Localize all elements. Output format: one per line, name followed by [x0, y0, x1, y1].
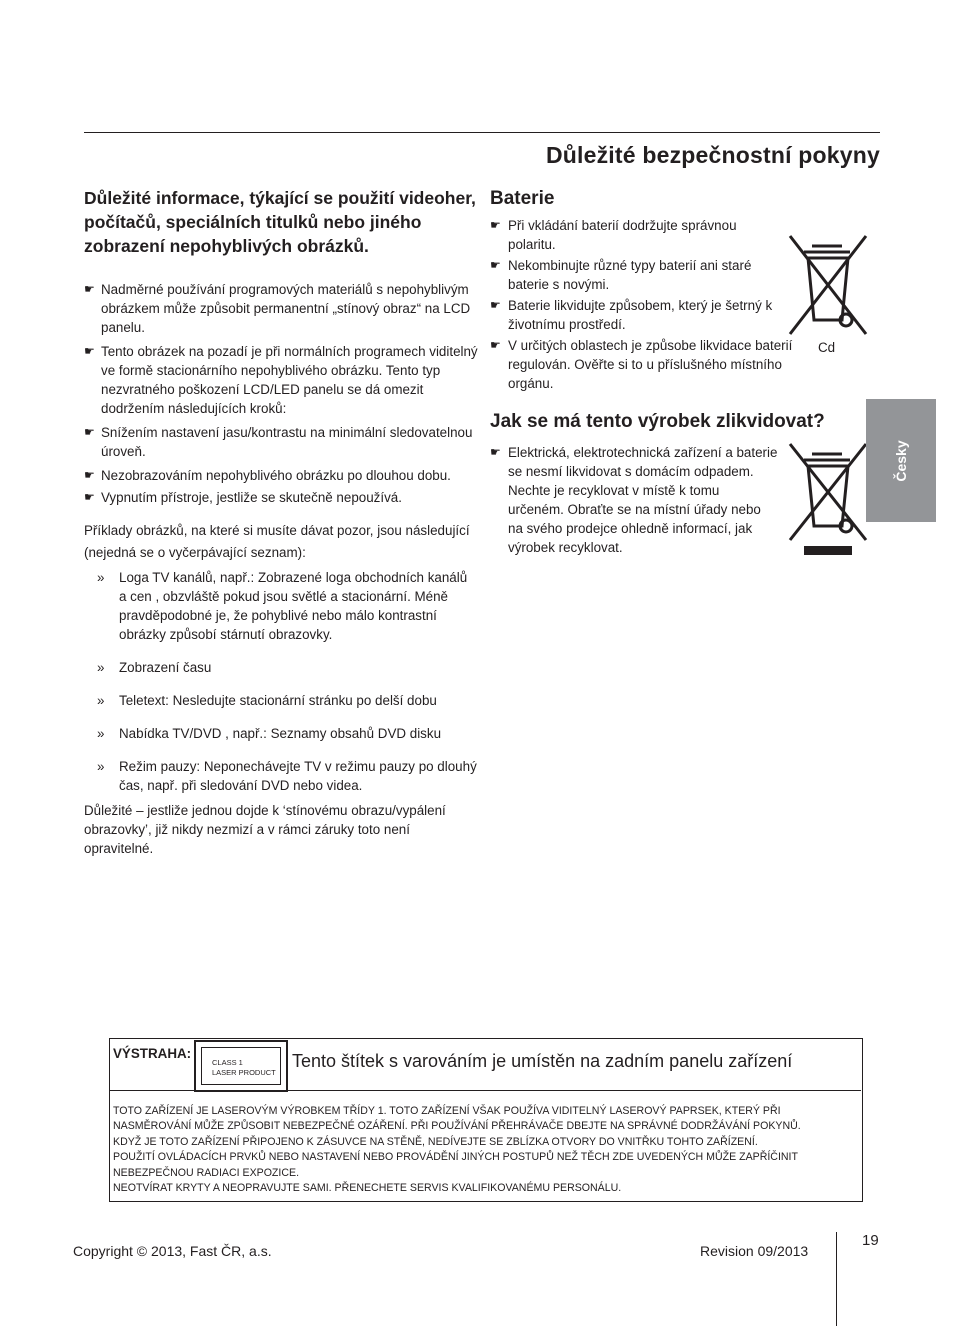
page-number: 19	[862, 1232, 879, 1249]
header-rule	[84, 132, 880, 133]
pointing-hand-icon: ☛	[84, 344, 95, 358]
list-item: ☛ Baterie likvidujte způsobem, který je šetrný k životnímu prostředí.	[490, 298, 773, 332]
pointing-hand-icon: ☛	[490, 338, 501, 352]
list-item: » Teletext: Nesledujte stacionární stránku po delší dobu	[97, 693, 437, 708]
closing-note: Důležité – jestliže jednou dojde k ‘stínovému obrazu/vypálení obrazovky’, již nikdy nezmizí a v rámci záruky toto není opravitelné.	[84, 803, 446, 856]
list-item: ☛ Snížením nastavení jasu/kontrastu na minimální sledovatelnou úroveň.	[84, 425, 473, 459]
warning-text: TOTO ZAŘÍZENÍ JE LASEROVÝM VÝROBKEM TŘÍDY 1. TOTO ZAŘÍZENÍ VŠAK POUŽÍVA VIDITELNÝ LASEROVÝ PAPRSEK, KTERÝ PŘI NASMĚROVÁNÍ MŮŽE ZPŮSOBIT NEBEZPEČNÉ OZÁŘENÍ. PŘI POUŽÍVÁNÍ PŘEHRÁVAČE DBEJTE NA SPRÁVNÉ DODRŽÁVÁNÍ POKYNŮ. KDYŽ JE TOTO ZAŘÍZENÍ PŘIPOJENO K ZÁSUVCE NA STĚNĚ, NEDÍVEJTE SE ZBLÍZKA OTVORY DO VNITŘKU TOHTO ZAŘÍZENÍ. POUŽITÍ OVLÁDACÍCH PRVKŮ NEBO NASTAVENÍ NEBO PROVÁDĚNÍ JINÝCH POSTUPŮ NEŽ TĚCH ZDE UVEDENÝCH MŮŽE ZAPŘÍČINIT NEBEZPEČNOU RADIACI EXPOZICE. NEOTVÍRAT KRYTY A NEOPRAVUJTE SAMI. PŘENECHETE SERVIS KVALIFIKOVANÉMU PERSONÁLU.	[113, 1105, 801, 1195]
revision: Revision 09/2013	[700, 1243, 809, 1259]
list-item: ☛ Při vkládání baterií dodržujte správnou polaritu.	[490, 218, 737, 252]
class1-laser-label: CLASS 1 LASER PRODUCT	[194, 1040, 288, 1092]
left-column	[84, 186, 478, 858]
list-item: » Zobrazení času	[97, 660, 212, 675]
list-item: ☛ Nezobrazováním nepohyblivého obrázku po dlouhou dobu.	[84, 468, 451, 483]
pointing-hand-icon: ☛	[84, 490, 95, 504]
pointing-hand-icon: ☛	[490, 258, 501, 272]
cadmium-label: Cd	[818, 340, 836, 355]
list-item: » Režim pauzy: Neponechávejte TV v režimu pauzy po dlouhý čas, např. při sledování DVD nebo videa.	[97, 759, 477, 793]
pointing-hand-icon: ☛	[84, 468, 95, 482]
pointing-hand-icon: ☛	[84, 425, 95, 439]
list-item: ☛ Nadměrné používání programových materiálů s nepohyblivým obrázkem může způsobit permanentní „stínový obraz“ na LCD panelu.	[84, 282, 471, 335]
warning-heading: Tento štítek s varováním je umístěn na zadním panelu zařízení	[292, 1051, 793, 1071]
list-item: ☛ V určitých oblastech je způsobe likvidace baterií regulován. Ověřte si to u příslušného místního orgánu.	[490, 338, 793, 391]
pointing-hand-icon: ☛	[490, 445, 501, 459]
pointing-hand-icon: ☛	[84, 282, 95, 296]
list-item: ☛ Elektrická, elektrotechnická zařízení a baterie se nesmí likvidovat s domácím odpadem. Nechte je recyklovat v místě k tomu určeném. Obraťte se na místní úřady nebo na svého prodejce ohledně informací, jak výrobek recyklovat.	[490, 445, 778, 555]
section-title-disposal: Jak se má tento výrobek zlikvidovat?	[490, 411, 825, 432]
copyright: Copyright © 2013, Fast ČR, a.s.	[73, 1243, 272, 1259]
pointing-hand-icon: ☛	[490, 298, 501, 312]
footer-divider	[836, 1232, 837, 1326]
language-tab: Česky	[866, 399, 936, 522]
list-item: ☛ Tento obrázek na pozadí je při normálních programech viditelný ve formě stacionárního nepohyblivého obrázku. Tento typ nezvratného poškození LCD/LED panelu se dá omezit dodržením následujících kroků:	[84, 344, 478, 416]
examples-intro: Příklady obrázků, na které si musíte dávat pozor, jsou následující (nejedná se o vyčerpávající seznam):	[84, 523, 470, 560]
list-item: » Loga TV kanálů, např.: Zobrazené loga obchodních kanálů a cen , obzvláště pokud jsou světlé a stacionární. Méně pravděpodobné je, že pohyblivé nebo málo kontrastní obrázky způsobí stárnutí obrazovky.	[97, 570, 468, 642]
page-title: Důležité bezpečnostní pokyny	[545, 142, 880, 168]
crossed-out-wheelie-bin-icon	[784, 232, 872, 342]
section-title-still-images: Důležité informace, týkající se použití videoher, počítačů, speciálních titulků nebo jiného zobrazení nepohyblivých obrázků.	[84, 188, 476, 256]
list-item: ☛ Nekombinujte různé typy baterií ani staré baterie s novými.	[490, 258, 752, 292]
list-item: ☛ Vypnutím přístroje, jestliže se skutečně nepoužívá.	[84, 490, 402, 505]
list-item: » Nabídka TV/DVD , např.: Seznamy obsahů DVD disku	[97, 726, 442, 741]
warning-title: VÝSTRAHA:	[113, 1046, 192, 1061]
crossed-out-wheelie-bin-icon	[784, 442, 872, 560]
section-title-battery: Baterie	[490, 188, 555, 209]
pointing-hand-icon: ☛	[490, 218, 501, 232]
warning-divider	[109, 1090, 861, 1091]
